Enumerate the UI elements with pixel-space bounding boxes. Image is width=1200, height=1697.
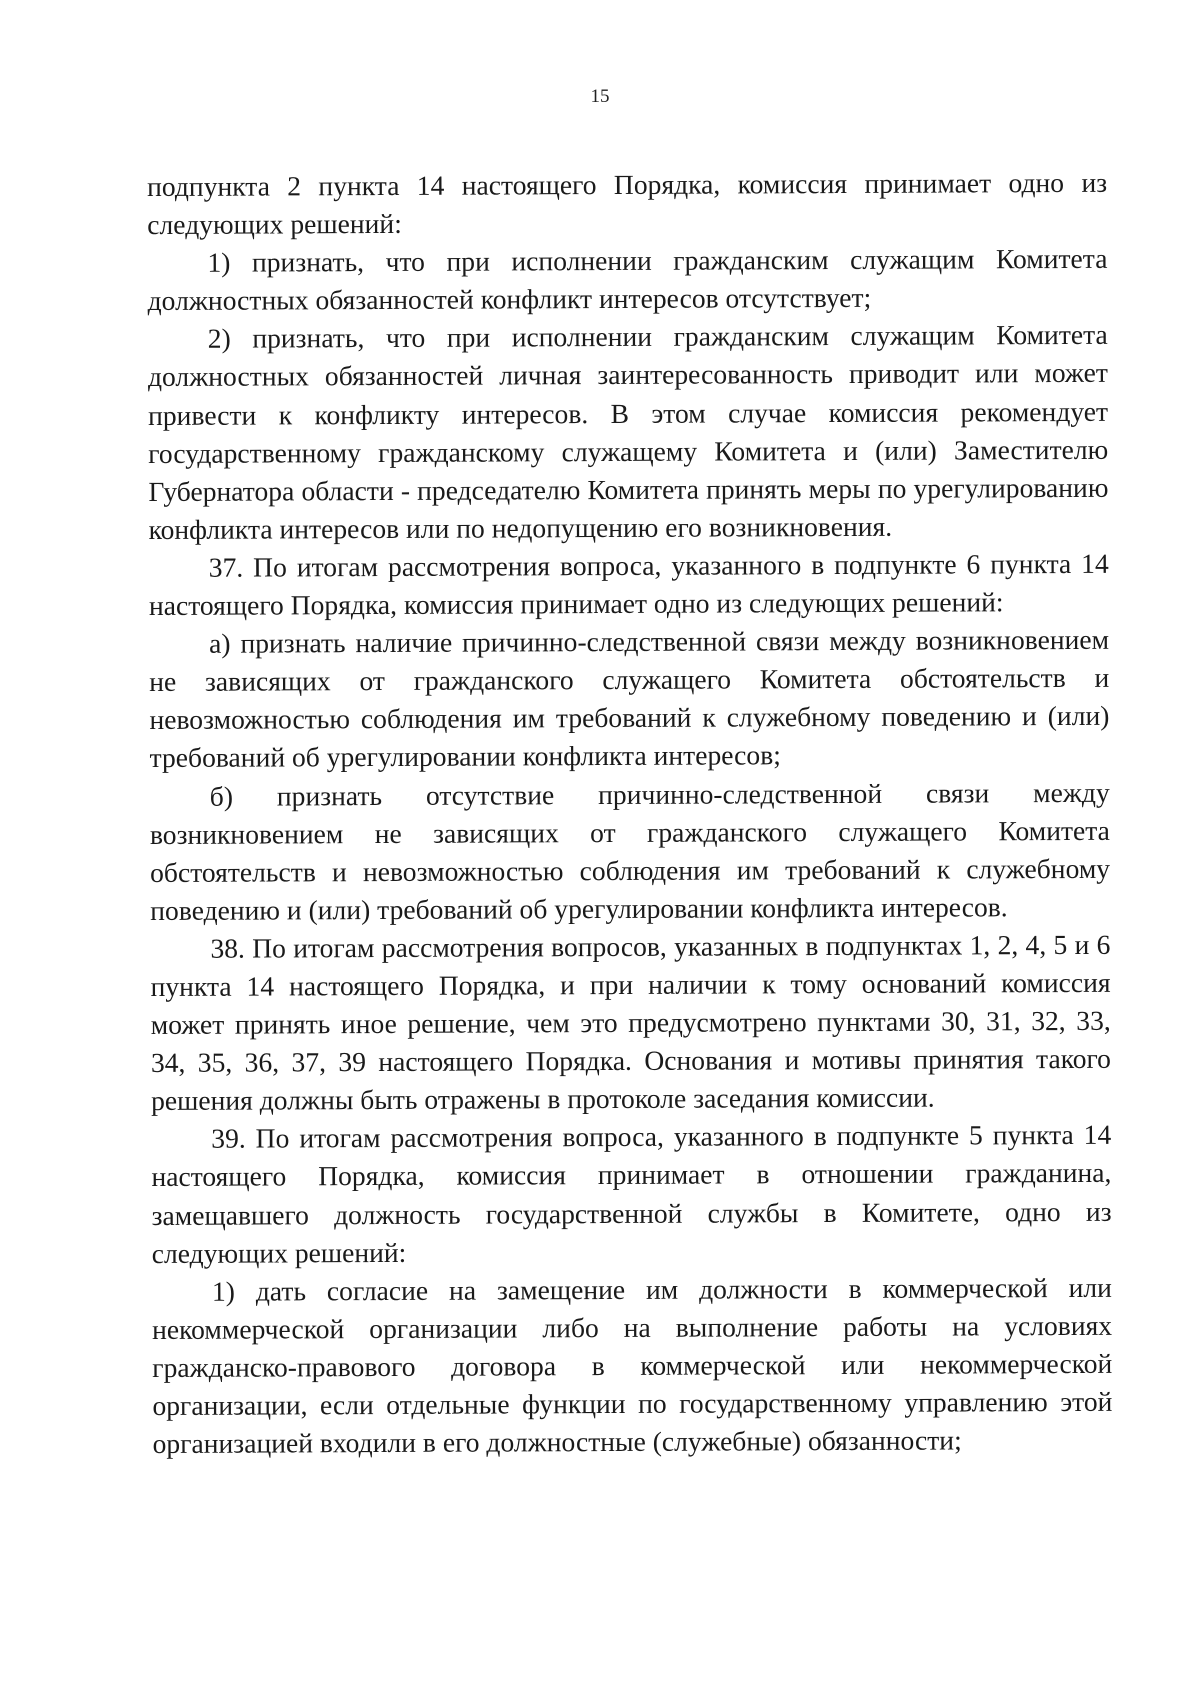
paragraph-decision-2: 2) признать, что при исполнении гражданским служащим Комитета должностных обязанностей личная заинтересованность приводит или может привести к конфликту интересов. В этом случае комиссия рекомендует государственному гражданскому служащему Комитета и (или) Заместителю Губернатора области - председателю Комитета принять меры по урегулированию конфликта интересов или по недопущению его возникновения. [147, 319, 1109, 545]
paragraph-item-38: 38. По итогам рассмотрения вопросов, указанных в подпунктах 1, 2, 4, 5 и 6 пункта 14 настоящего Порядка, и при наличии к тому оснований комиссия может принять иное решение, чем это предусмотрено пунктами 30, 31, 32, 33, 34, 35, 36, 37, 39 настоящего Порядка. Основания и мотивы принятия такого решения должны быть отражены в протоколе заседания комиссии. [150, 928, 1111, 1117]
document-body [147, 164, 1113, 1463]
paragraph-item-39-1: 1) дать согласие на замещение им должности в коммерческой или некоммерческой организации либо на выполнение работы на условиях гражданско-правового договора в коммерческой или некоммерческой организации, если отдельные функции по государственному управлению этой организацией входили в его должностные (служебные) обязанности; [151, 1271, 1113, 1460]
paragraph-intro: подпункта 2 пункта 14 настоящего Порядка, комиссия принимает одно из следующих решений: [147, 166, 1108, 241]
paragraph-decision-1: 1) признать, что при исполнении гражданским служащим Комитета должностных обязанностей конфликт интересов отсутствует; [147, 242, 1108, 317]
paragraph-item-37-b: б) признать отсутствие причинно-следственной связи между возникновением не зависящих от гражданского служащего Комитета обстоятельств и невозможностью соблюдения им требований к служебному поведению и (или) требований об урегулировании конфликта интересов. [149, 776, 1111, 926]
paragraph-item-37-a: а) признать наличие причинно-следственной связи между возникновением не зависящих от гражданского служащего Комитета обстоятельств и невозможностью соблюдения им требований к служебному поведению и (или) требований об урегулировании конфликта интересов; [149, 623, 1110, 774]
paragraph-item-39: 39. По итогам рассмотрения вопроса, указанного в подпункте 5 пункта 14 настоящего Порядка, комиссия принимает в отношении гражданина, замещавшего должность государственной службы в Комитете, одно из следующих решений: [151, 1119, 1112, 1269]
paragraph-item-37: 37. По итогам рассмотрения вопроса, указанного в подпункте 6 пункта 14 настоящего Порядка, комиссия принимает одно из следующих решений: [148, 547, 1109, 622]
page-number: 15 [590, 86, 610, 107]
